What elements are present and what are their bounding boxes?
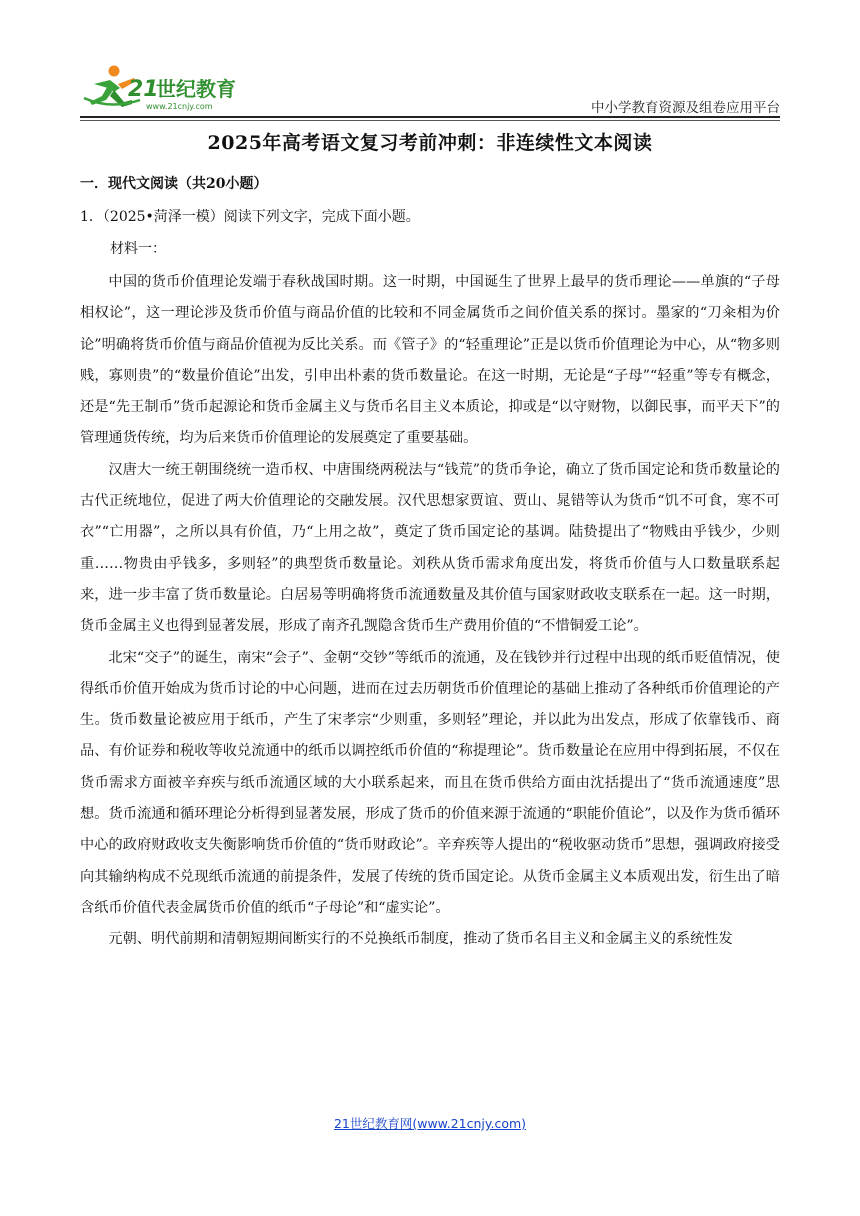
paragraph: 元朝、明代前期和清朝短期间断实行的不兑换纸币制度，推动了货币名目主义和金属主义的系统性发 (108, 931, 733, 948)
header-divider-thin (80, 120, 780, 121)
footer-link[interactable]: 21世纪教育网(www.21cnjy.com) (333, 1116, 527, 1131)
document-title: 2025年高考语文复习考前冲刺：非连续性文本阅读 (207, 132, 653, 154)
article-body (80, 267, 780, 956)
page-header (80, 62, 780, 118)
paragraph: 中国的货币价值理论发端于春秋战国时期。这一时期，中国诞生了世界上最早的货币理论——单旗的“子母相权论”，这一理论涉及货币价值与商品价值的比较和不同金属货币之间价值关系的探讨。墨家的“刀籴相为价论”明确将货币价值与商品价值视为反比关系。而《管子》的“轻重理论”正是以货币价值理论为中心，从“物多则贱，寡则贵”的“数量价值论”出发，引申出朴素的货币数量论。在这一时期，无论是“子母”“轻重”等专有概念，还是“先王制币”货币起源论和货币金属主义与货币名目主义本质论，抑或是“以守财物，以御民事，而平天下”的管理通货传统，均为后来货币价值理论的发展奠定了重要基础。 (80, 274, 780, 447)
section-heading: 一．现代文阅读（共20小题） (80, 176, 268, 192)
svg-text:www.21cnjy.com: www.21cnjy.com (146, 102, 213, 111)
platform-name: 中小学教育资源及组卷应用平台 (591, 100, 780, 116)
svg-text:21: 21 (128, 77, 159, 102)
site-logo (80, 62, 250, 114)
paragraph: 汉唐大一统王朝围绕统一造币权、中唐围绕两税法与“钱荒”的货币争论，确立了货币国定论和货币数量论的古代正统地位，促进了两大价值理论的交融发展。汉代思想家贾谊、贾山、晁错等认为货币“饥不可食，寒不可衣”“亡用器”，之所以具有价值，乃“上用之故”，奠定了货币国定论的基调。陆贽提出了“物贱由乎钱少，少则重……物贵由乎钱多，多则轻”的典型货币数量论。刘秩从货币需求角度出发，将货币价值与人口数量联系起来，进一步丰富了货币数量论。白居易等明确将货币流通数量及其价值与国家财政收支联系在一起。这一时期，货币金属主义也得到显著发展，形成了南齐孔觊隐含货币生产费用价值的“不惜铜爱工论”。 (80, 461, 780, 635)
question-prompt: 1．（2025•菏泽一模）阅读下列文字，完成下面小题。 (80, 209, 420, 225)
footer (0, 1114, 860, 1132)
svg-text:世纪教育: 世纪教育 (156, 77, 236, 101)
paragraph: 北宋“交子”的诞生，南宋“会子”、金朝“交钞”等纸币的流通，及在钱钞并行过程中出现的纸币贬值情况，使得纸币价值开始成为货币讨论的中心问题，进而在过去历朝货币价值理论的基础上推动了各种纸币价值理论的产生。货币数量论被应用于纸币，产生了宋孝宗“少则重，多则轻”理论，并以此为出发点，形成了依靠钱币、商品、有价证券和税收等收兑流通中的纸币以调控纸币价值的“称提理论”。货币数量论在应用中得到拓展，不仅在货币需求方面被辛弃疾与纸币流通区域的大小联系起来，而且在货币供给方面由沈括提出了“货币流通速度”思想。货币流通和循环理论分析得到显著发展，形成了货币的价值来源于流通的“职能价值论”，以及作为货币循环中心的政府财政收支失衡影响货币价值的“货币财政论”。辛弃疾等人提出的“税收驱动货币”思想，强调政府接受向其输纳构成不兑现纸币流通的前提条件，发展了传统的货币国定论。从货币金属主义本质观出发，衍生出了暗含纸币价值代表金属货币价值的纸币“子母论”和“虚实论”。 (80, 649, 780, 916)
material-label: 材料一： (110, 241, 166, 257)
header-divider (80, 116, 780, 118)
